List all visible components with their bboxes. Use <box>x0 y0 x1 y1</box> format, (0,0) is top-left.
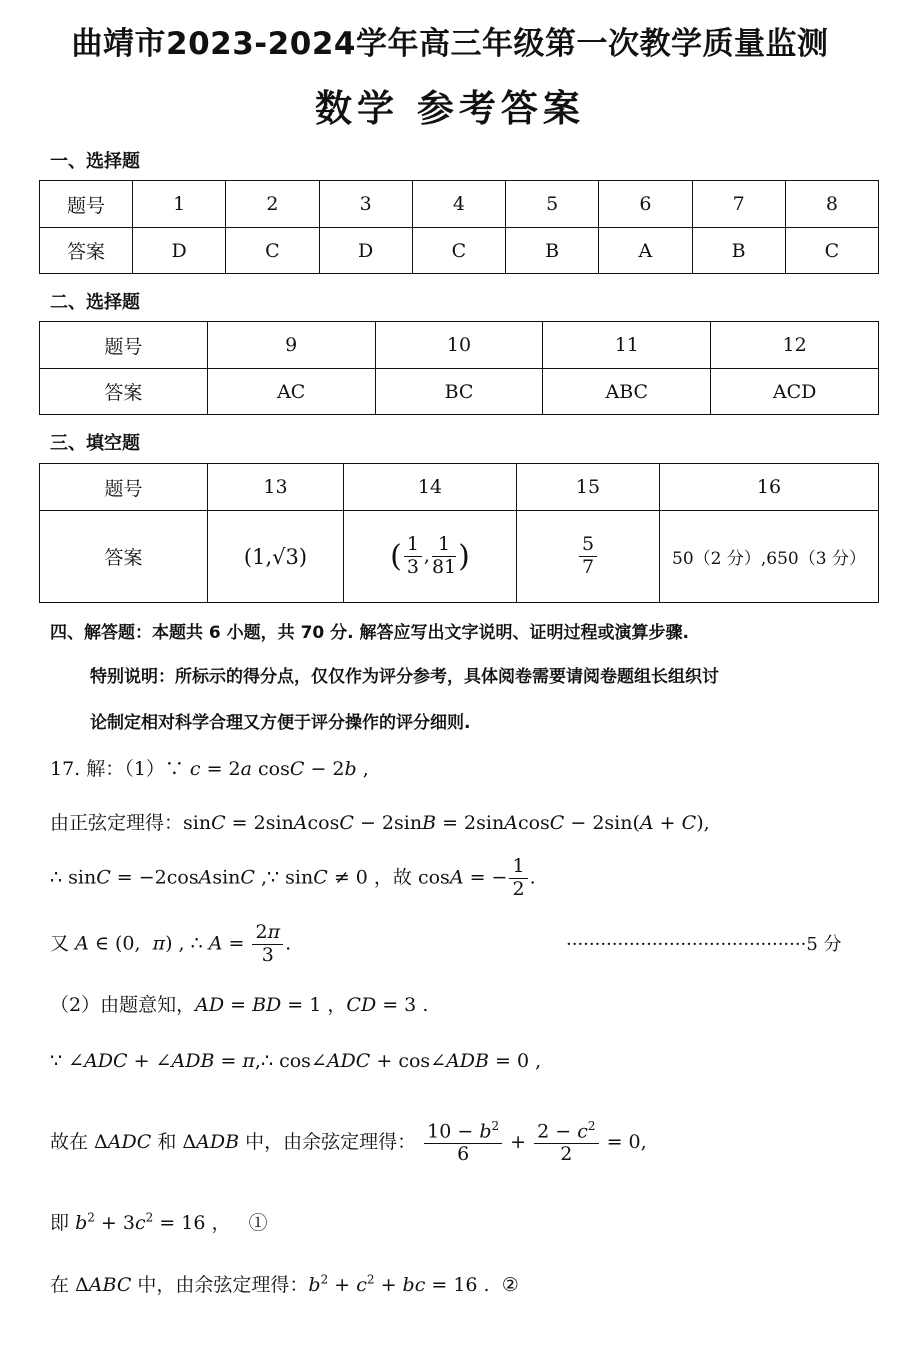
answer-cell: BC <box>375 369 543 415</box>
solution-line: ∴ sinC = −2cosAsinC ,∵ sinC ≠ 0 ，故 cosA = − $\frac{1}{2}$ . <box>50 855 536 900</box>
answer-cell: B <box>692 228 785 274</box>
solution-line: 即 $b^2 + 3c^2 = 16$ ， ① <box>50 1210 268 1234</box>
answer-cell-15 <box>517 511 660 603</box>
answer-cell: C <box>226 228 319 274</box>
table-row-answers <box>40 228 879 274</box>
question-number: 6 <box>599 181 692 228</box>
question-number: 3 <box>319 181 412 228</box>
answer-cell: AC <box>207 369 375 415</box>
section-heading-multi-choice: 二、选择题 <box>50 292 140 313</box>
section-heading-fill-blank: 三、填空题 <box>50 433 140 454</box>
row-label: 题号 <box>40 322 208 369</box>
question-number: 9 <box>207 322 375 369</box>
question-number: 7 <box>692 181 785 228</box>
table-row-answers <box>40 369 879 415</box>
table-row-question-numbers <box>40 464 879 511</box>
answer-cell-13 <box>208 511 344 603</box>
answer-cell: A <box>599 228 692 274</box>
document-subtitle: 数学 参考答案 <box>315 87 585 130</box>
special-note-line: 特别说明：所标示的得分点，仅仅作为评分参考，具体阅卷需要请阅卷题组长组织讨 <box>90 667 719 687</box>
solution-line: 由正弦定理得：sinC = 2sinAcosC − 2sinB = 2sinAcosC − 2sin(A + C), <box>50 812 710 834</box>
question-number: 2 <box>226 181 319 228</box>
answer-cell-16: 50（2 分）,650（3 分） <box>660 511 879 603</box>
solution-line: （2）由题意知，AD = BD = 1 ，CD = 3 . <box>50 994 429 1016</box>
answer-table-fill-blank <box>39 463 879 603</box>
question-number: 13 <box>208 464 344 511</box>
special-note-line: 论制定相对科学合理又方便于评分操作的评分细则. <box>90 713 471 733</box>
answer-cell: ABC <box>543 369 711 415</box>
answer-13: (1,√3) <box>243 544 308 569</box>
question-number: 1 <box>133 181 226 228</box>
fraction: $\frac{5}{7}$ <box>579 534 597 579</box>
question-number: 10 <box>375 322 543 369</box>
answer-cell: C <box>785 228 878 274</box>
paren-close: ) <box>458 539 470 574</box>
question-number: 16 <box>660 464 879 511</box>
question-number: 4 <box>412 181 505 228</box>
row-label: 题号 <box>40 464 208 511</box>
answer-cell: D <box>133 228 226 274</box>
fraction: $\frac{1}{81}$ <box>431 533 457 578</box>
row-label: 答案 <box>40 511 208 603</box>
row-label: 答案 <box>40 228 133 274</box>
answer-cell: ACD <box>711 369 879 415</box>
question-number: 15 <box>517 464 660 511</box>
paren-open: ( <box>390 539 402 574</box>
answer-cell: D <box>319 228 412 274</box>
solution-line: 又 A ∈ (0, π) , ∴ A = $\frac{2\pi}{3}$ . <box>50 921 292 966</box>
question-number: 14 <box>344 464 517 511</box>
row-label: 答案 <box>40 369 208 415</box>
question-number: 5 <box>506 181 599 228</box>
solution-line: 17. 解：（1）∵ c = 2a cosC − 2b , <box>50 758 369 780</box>
section-heading-choice: 一、选择题 <box>50 151 140 172</box>
table-row-question-numbers <box>40 322 879 369</box>
fraction: $\frac{1}{3}$ <box>404 534 422 579</box>
question-number: 8 <box>785 181 878 228</box>
solution-line: 故在 ΔADC 和 ΔADB 中，由余弦定理得： $\frac{10 - b^2}{6}$ + $\frac{2 - c^2}{2}$ = 0, <box>50 1119 647 1166</box>
answer-table-choice <box>39 180 879 274</box>
row-label: 题号 <box>40 181 133 228</box>
answer-table-multi-choice <box>39 321 879 415</box>
solution-line: ∵ ∠ADC + ∠ADB = π,∴ cos∠ADC + cos∠ADB = 0 , <box>50 1050 542 1072</box>
question-number: 12 <box>711 322 879 369</box>
table-row-answers <box>40 511 879 603</box>
score-marker: ··········································5 分 <box>566 934 842 955</box>
section-heading-solutions: 四、解答题：本题共 6 小题，共 70 分. 解答应写出文字说明、证明过程或演算步骤. <box>50 623 689 643</box>
answer-cell: C <box>412 228 505 274</box>
document-title: 曲靖市2023-2024学年高三年级第一次教学质量监测 <box>71 26 829 62</box>
table-row-question-numbers <box>40 181 879 228</box>
solution-line: 在 ΔABC 中，由余弦定理得：$b^2 + c^2$ + bc = 16 . ② <box>50 1272 519 1296</box>
question-number: 11 <box>543 322 711 369</box>
answer-cell-14: ( $\frac{1}{3}$ , $\frac{1}{81}$ ) <box>344 511 517 603</box>
answer-cell: B <box>506 228 599 274</box>
